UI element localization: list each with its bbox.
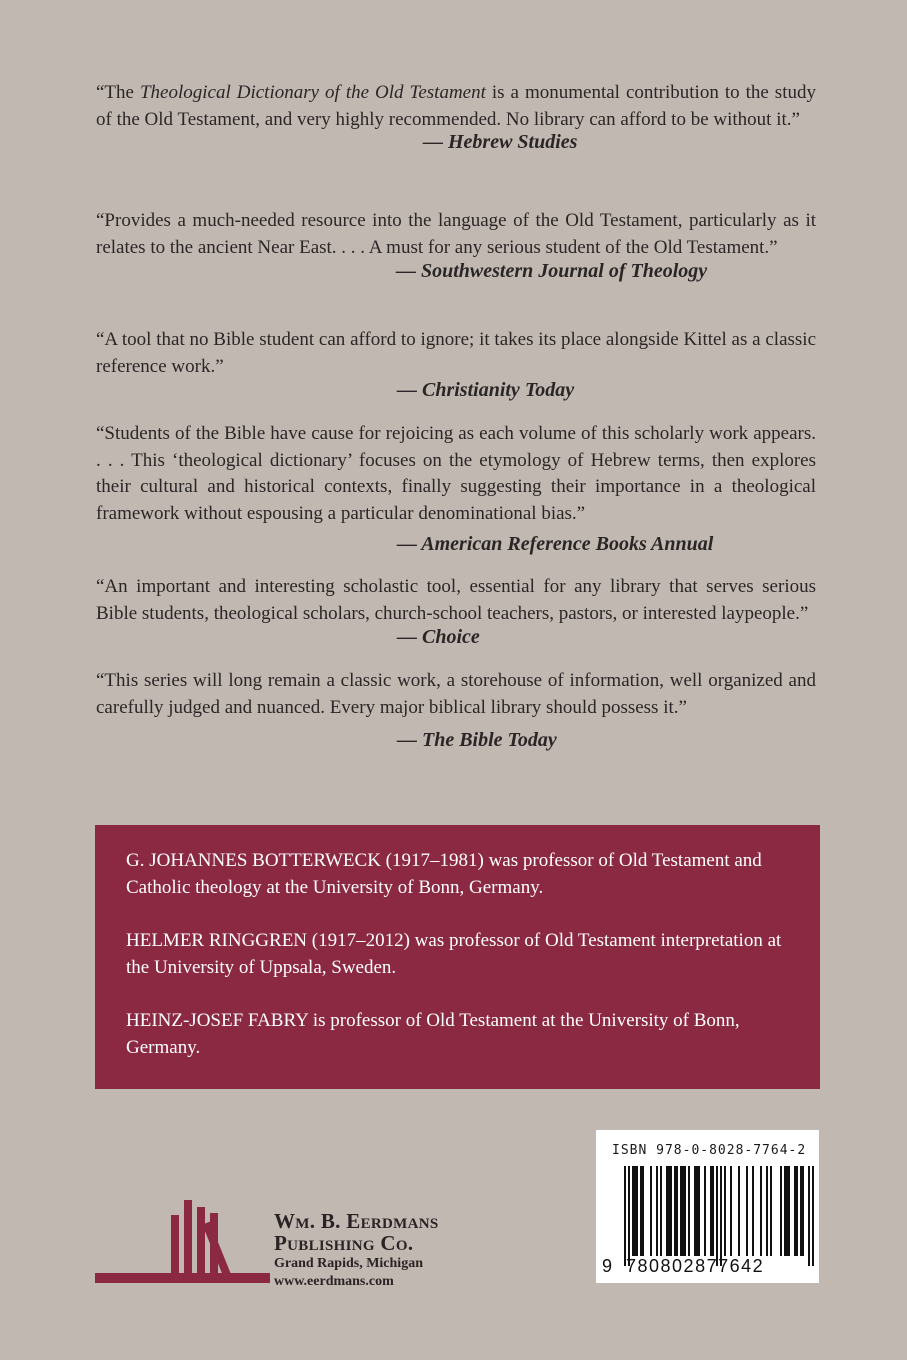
barcode-bar <box>682 1166 684 1256</box>
barcode-bar <box>668 1166 670 1256</box>
barcode-bar <box>670 1166 672 1256</box>
review-source: — Choice <box>397 626 480 648</box>
barcode-bar <box>796 1166 798 1256</box>
barcode-bar <box>794 1166 796 1256</box>
barcode-bar <box>724 1166 726 1256</box>
barcode-bar <box>760 1166 762 1256</box>
barcode-bar <box>704 1166 706 1256</box>
barcode-bar <box>716 1166 718 1266</box>
review-source: — Southwestern Journal of Theology <box>396 260 708 282</box>
barcode-bar <box>666 1166 668 1256</box>
barcode-bar <box>676 1166 678 1256</box>
barcode-bar <box>802 1166 804 1256</box>
ean-digits: 780802877642 <box>626 1256 765 1276</box>
review-quote: “Students of the Bible have cause for rejoicing as each volume of this scholarly work appears. . . . This ‘theological dictionary’ focuses on the etymology of Hebrew terms, then explores their cultural and historical contexts, finally suggesting their importance in a theological framework without espousing a particular denominational bias.” <box>96 423 816 524</box>
review-source: — Christianity Today <box>397 379 575 401</box>
review-quote: “Provides a much-needed resource into the language of the Old Testament, particularly as it relates to the ancient Near East. . . . A must for any serious student of the Old Testament.” <box>96 210 816 258</box>
barcode-bar <box>712 1166 714 1256</box>
review-source: — The Bible Today <box>397 729 557 751</box>
isbn-label: ISBN 978-0-8028-7764-2 <box>612 1143 807 1158</box>
review-bible-today <box>96 668 816 753</box>
barcode-bar <box>770 1166 772 1256</box>
publisher-city: Grand Rapids, Michigan <box>274 1256 423 1271</box>
publisher-name: Wm. B. Eerdmans <box>274 1209 439 1233</box>
review-choice <box>96 574 816 650</box>
author-bios-panel <box>95 825 820 1089</box>
barcode-bar <box>628 1166 630 1266</box>
review-quote: “The Theological Dictionary of the Old Testament is a monumental contribution to the study of the Old Testament, and very highly recommended. No library can afford to be without it.” <box>96 82 816 130</box>
barcode-bar <box>800 1166 802 1256</box>
barcode-bar <box>624 1166 626 1266</box>
publisher-name-line2: Publishing Co. <box>274 1231 414 1255</box>
barcode-bar <box>696 1166 698 1256</box>
barcode-bar <box>684 1166 686 1256</box>
review-christianity-today <box>96 327 816 403</box>
barcode-bar <box>786 1166 788 1256</box>
barcode-bar <box>752 1166 754 1256</box>
isbn-barcode-panel <box>596 1130 819 1283</box>
barcode-bar <box>720 1166 722 1266</box>
author-bio-botterweck: G. JOHANNES BOTTERWECK (1917–1981) was professor of Old Testament and Catholic theology at the University of Bonn, Germany. <box>126 850 762 898</box>
barcode-bar <box>650 1166 652 1256</box>
barcode-bar <box>680 1166 682 1256</box>
review-source: — Hebrew Studies <box>423 131 578 153</box>
author-bio-fabry: HEINZ-JOSEF FABRY is professor of Old Testament at the University of Bonn, Germany. <box>126 1010 740 1058</box>
barcode-bar <box>784 1166 786 1256</box>
review-quote: “An important and interesting scholastic tool, essential for any library that serves serious Bible students, theological scholars, church-school teachers, pastors, or interested laypeople.” <box>96 576 816 624</box>
publisher-imprint <box>274 1210 439 1290</box>
barcode-bar <box>632 1166 634 1256</box>
barcode-bar <box>660 1166 662 1256</box>
barcode-bar <box>746 1166 748 1256</box>
barcode-bar <box>788 1166 790 1256</box>
barcode-bar <box>636 1166 638 1256</box>
barcode-bar <box>634 1166 636 1256</box>
review-hebrew-studies <box>96 80 816 155</box>
barcode-bar <box>766 1166 768 1256</box>
barcode-bar <box>642 1166 644 1256</box>
review-quote: “This series will long remain a classic work, a storehouse of information, well organized and carefully judged and nuanced. Every major biblical library should possess it.” <box>96 670 816 718</box>
review-source: — American Reference Books Annual <box>397 533 714 555</box>
review-southwestern-journal <box>96 208 816 284</box>
publisher-logo-icon <box>95 1195 270 1290</box>
barcode-bar <box>694 1166 696 1256</box>
barcode-bar <box>780 1166 782 1256</box>
barcode-bar <box>710 1166 712 1256</box>
barcode-bar <box>730 1166 732 1256</box>
author-bio-ringgren: HELMER RINGGREN (1917–2012) was professor of Old Testament interpretation at the University of Uppsala, Sweden. <box>126 930 782 978</box>
book-title: Theological Dictionary of the Old Testament <box>139 82 486 103</box>
review-quote: “A tool that no Bible student can afford to ignore; it takes its place alongside Kittel as a classic reference work.” <box>96 329 816 377</box>
review-american-reference-books <box>96 421 816 557</box>
barcode-bar <box>698 1166 700 1256</box>
barcode-bar <box>674 1166 676 1256</box>
barcode-bar <box>688 1166 690 1256</box>
barcode-bar <box>656 1166 658 1256</box>
barcode-bar <box>812 1166 814 1266</box>
barcode-bar <box>640 1166 642 1256</box>
publisher-website: www.eerdmans.com <box>274 1274 394 1289</box>
ean-lead-digit: 9 <box>602 1256 613 1276</box>
barcode-bar <box>808 1166 810 1266</box>
barcode-bar <box>738 1166 740 1256</box>
